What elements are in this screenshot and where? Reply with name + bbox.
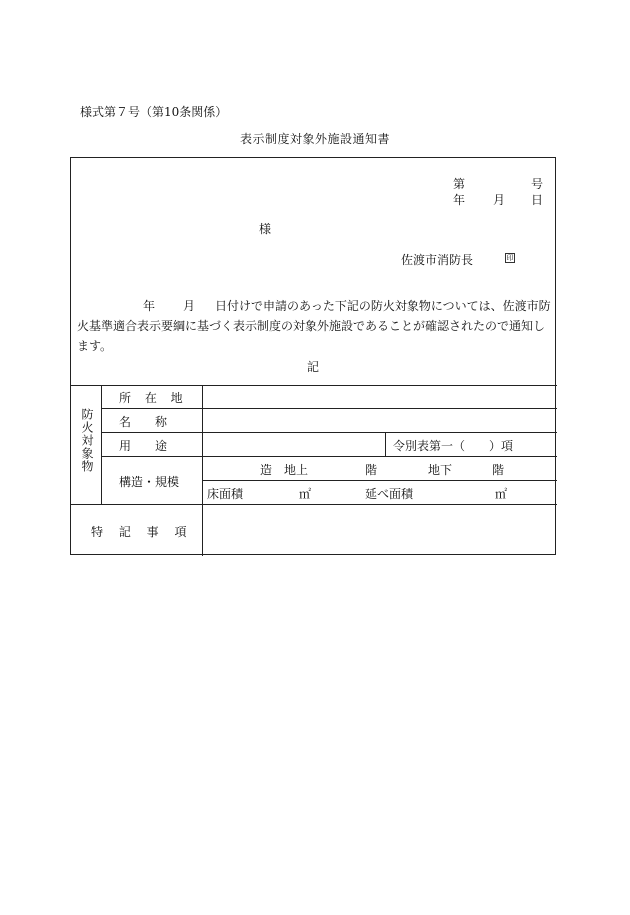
row-rule xyxy=(101,456,557,457)
label-divider xyxy=(202,385,203,556)
recipient-suffix: 様 xyxy=(259,222,272,236)
floor-area-unit: ㎡ xyxy=(299,487,312,501)
floor-area-label: 床面積 xyxy=(207,487,244,501)
use-divider xyxy=(385,432,386,456)
body-text: 日付けで申請のあった下記の防火対象物については、佐渡市防火基準適合表示要綱に基づく表示制度の対象外施設であることが確認されたので通知します。 xyxy=(77,299,551,353)
group-divider xyxy=(101,385,102,504)
use-label: 用 途 xyxy=(119,439,168,453)
body-month: 月 xyxy=(183,299,196,313)
total-area-unit: ㎡ xyxy=(495,487,508,501)
use-category: 令別表第一（ ）項 xyxy=(393,439,514,453)
total-area-label: 延べ面積 xyxy=(365,487,414,501)
remarks-rule xyxy=(71,504,557,505)
document-title: 表示制度対象外施設通知書 xyxy=(239,132,390,146)
seal-mark xyxy=(505,250,515,264)
above-ground-label: 地上 xyxy=(284,463,309,477)
above-floors-unit: 階 xyxy=(365,463,378,477)
date-day: 日 xyxy=(531,193,544,207)
issuer-name: 佐渡市消防長 xyxy=(401,253,474,267)
below-ground-label: 地下 xyxy=(428,463,453,477)
notice-body xyxy=(77,296,551,356)
form-frame xyxy=(70,157,556,555)
number-suffix: 号 xyxy=(531,177,544,191)
date-year: 年 xyxy=(453,193,466,207)
table-top-rule xyxy=(71,385,557,386)
date-month: 月 xyxy=(493,193,506,207)
row-rule xyxy=(101,432,557,433)
ki-marker: 記 xyxy=(307,360,320,374)
structure-label: 構造・規模 xyxy=(119,475,180,489)
body-year: 年 xyxy=(143,299,156,313)
below-floors-unit: 階 xyxy=(492,463,505,477)
location-label: 所 在 地 xyxy=(119,391,188,405)
fire-object-label: 防火対象物 xyxy=(80,408,94,473)
form-number: 様式第７号（第10条関係） xyxy=(80,105,228,119)
row-rule xyxy=(101,408,557,409)
number-prefix: 第 xyxy=(453,177,466,191)
remarks-label: 特 記 事 項 xyxy=(91,525,193,539)
structure-zou: 造 xyxy=(260,463,273,477)
row-rule xyxy=(202,480,557,481)
seal-icon: 印 xyxy=(506,253,514,262)
name-label: 名 称 xyxy=(119,415,168,429)
